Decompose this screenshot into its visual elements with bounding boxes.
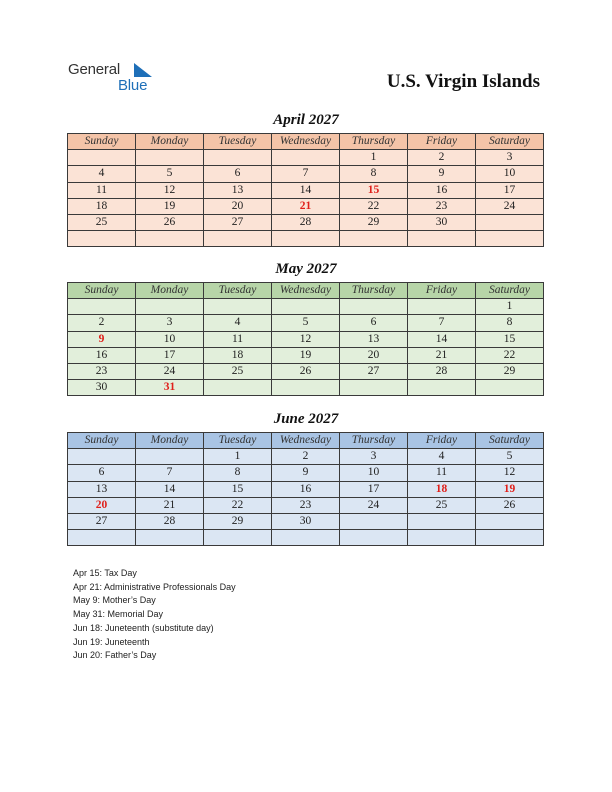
day-cell: 24 bbox=[340, 497, 408, 513]
day-cell: 9 bbox=[68, 331, 136, 347]
week-row bbox=[68, 166, 544, 182]
day-cell: 17 bbox=[476, 182, 544, 198]
holiday-item: Apr 15: Tax Day bbox=[73, 568, 137, 578]
weekday-header-wednesday: Wednesday bbox=[272, 134, 340, 150]
week-row bbox=[68, 363, 544, 379]
logo-triangle-icon bbox=[134, 63, 152, 78]
week-row bbox=[68, 214, 544, 230]
day-cell: 3 bbox=[340, 449, 408, 465]
empty-day-cell bbox=[68, 231, 136, 247]
day-cell: 29 bbox=[340, 214, 408, 230]
weekday-header-wednesday: Wednesday bbox=[272, 433, 340, 449]
weekday-header-tuesday: Tuesday bbox=[204, 433, 272, 449]
day-cell: 21 bbox=[408, 347, 476, 363]
day-cell: 27 bbox=[68, 513, 136, 529]
day-cell: 18 bbox=[204, 347, 272, 363]
weekday-header-saturday: Saturday bbox=[476, 433, 544, 449]
week-row bbox=[68, 198, 544, 214]
day-cell: 8 bbox=[204, 465, 272, 481]
week-row bbox=[68, 530, 544, 546]
weekday-header-row bbox=[68, 134, 544, 150]
day-cell: 22 bbox=[340, 198, 408, 214]
empty-day-cell bbox=[136, 231, 204, 247]
day-cell: 3 bbox=[136, 315, 204, 331]
weekday-header-monday: Monday bbox=[136, 433, 204, 449]
empty-day-cell bbox=[476, 214, 544, 230]
week-row bbox=[68, 182, 544, 198]
day-cell: 10 bbox=[476, 166, 544, 182]
weekday-header-tuesday: Tuesday bbox=[204, 134, 272, 150]
day-cell: 11 bbox=[68, 182, 136, 198]
weekday-header-saturday: Saturday bbox=[476, 283, 544, 299]
day-cell: 26 bbox=[136, 214, 204, 230]
day-cell: 16 bbox=[68, 347, 136, 363]
day-cell: 28 bbox=[272, 214, 340, 230]
day-cell: 5 bbox=[136, 166, 204, 182]
day-cell: 11 bbox=[408, 465, 476, 481]
weekday-header-monday: Monday bbox=[136, 283, 204, 299]
month-title-april: April 2027 bbox=[273, 112, 339, 128]
day-cell: 30 bbox=[68, 380, 136, 396]
empty-day-cell bbox=[340, 513, 408, 529]
empty-day-cell bbox=[340, 299, 408, 315]
empty-day-cell bbox=[68, 530, 136, 546]
day-cell: 6 bbox=[340, 315, 408, 331]
empty-day-cell bbox=[68, 449, 136, 465]
week-row bbox=[68, 465, 544, 481]
empty-day-cell bbox=[408, 299, 476, 315]
day-cell: 17 bbox=[340, 481, 408, 497]
weekday-header-saturday: Saturday bbox=[476, 134, 544, 150]
empty-day-cell bbox=[476, 530, 544, 546]
week-row bbox=[68, 347, 544, 363]
day-cell: 21 bbox=[136, 497, 204, 513]
day-cell: 8 bbox=[476, 315, 544, 331]
day-cell: 23 bbox=[68, 363, 136, 379]
week-row bbox=[68, 150, 544, 166]
holiday-list bbox=[73, 567, 236, 663]
weekday-header-row bbox=[68, 433, 544, 449]
weekday-header-sunday: Sunday bbox=[68, 433, 136, 449]
logo-text-blue: Blue bbox=[118, 77, 148, 94]
holiday-item: May 9: Mother’s Day bbox=[73, 595, 156, 606]
day-cell: 14 bbox=[408, 331, 476, 347]
day-cell: 4 bbox=[68, 166, 136, 182]
day-cell: 9 bbox=[408, 166, 476, 182]
day-cell: 28 bbox=[136, 513, 204, 529]
day-cell: 25 bbox=[204, 363, 272, 379]
empty-day-cell bbox=[272, 150, 340, 166]
empty-day-cell bbox=[476, 231, 544, 247]
day-cell: 1 bbox=[204, 449, 272, 465]
day-cell: 20 bbox=[340, 347, 408, 363]
holiday-item: May 31: Memorial Day bbox=[73, 609, 164, 620]
day-cell: 23 bbox=[408, 198, 476, 214]
day-cell: 5 bbox=[272, 315, 340, 331]
month-title-june: June 2027 bbox=[273, 411, 339, 427]
empty-day-cell bbox=[476, 513, 544, 529]
day-cell: 29 bbox=[476, 363, 544, 379]
day-cell: 6 bbox=[68, 465, 136, 481]
day-cell: 3 bbox=[476, 150, 544, 166]
day-cell: 14 bbox=[272, 182, 340, 198]
empty-day-cell bbox=[136, 299, 204, 315]
day-cell: 25 bbox=[68, 214, 136, 230]
day-cell: 20 bbox=[204, 198, 272, 214]
weekday-header-row bbox=[68, 283, 544, 299]
weekday-header-thursday: Thursday bbox=[340, 283, 408, 299]
day-cell: 1 bbox=[476, 299, 544, 315]
day-cell: 12 bbox=[136, 182, 204, 198]
day-cell: 24 bbox=[136, 363, 204, 379]
weekday-header-thursday: Thursday bbox=[340, 134, 408, 150]
week-row bbox=[68, 513, 544, 529]
day-cell: 23 bbox=[272, 497, 340, 513]
empty-day-cell bbox=[272, 380, 340, 396]
calendar-april bbox=[67, 133, 544, 247]
week-row bbox=[68, 299, 544, 315]
weekday-header-sunday: Sunday bbox=[68, 134, 136, 150]
weekday-header-friday: Friday bbox=[408, 134, 476, 150]
calendar-june bbox=[67, 432, 544, 546]
country-title: U.S. Virgin Islands bbox=[386, 71, 540, 92]
day-cell: 7 bbox=[136, 465, 204, 481]
day-cell: 18 bbox=[68, 198, 136, 214]
week-row bbox=[68, 497, 544, 513]
week-row bbox=[68, 449, 544, 465]
empty-day-cell bbox=[340, 231, 408, 247]
empty-day-cell bbox=[136, 530, 204, 546]
day-cell: 26 bbox=[476, 497, 544, 513]
empty-day-cell bbox=[408, 380, 476, 396]
day-cell: 10 bbox=[136, 331, 204, 347]
day-cell: 6 bbox=[204, 166, 272, 182]
week-row bbox=[68, 331, 544, 347]
weekday-header-monday: Monday bbox=[136, 134, 204, 150]
day-cell: 27 bbox=[340, 363, 408, 379]
day-cell: 29 bbox=[204, 513, 272, 529]
empty-day-cell bbox=[204, 150, 272, 166]
day-cell: 15 bbox=[340, 182, 408, 198]
day-cell: 19 bbox=[476, 481, 544, 497]
day-cell: 12 bbox=[272, 331, 340, 347]
empty-day-cell bbox=[272, 231, 340, 247]
day-cell: 14 bbox=[136, 481, 204, 497]
day-cell: 31 bbox=[136, 380, 204, 396]
day-cell: 17 bbox=[136, 347, 204, 363]
week-row bbox=[68, 380, 544, 396]
calendar-may bbox=[67, 282, 544, 396]
day-cell: 2 bbox=[408, 150, 476, 166]
day-cell: 28 bbox=[408, 363, 476, 379]
day-cell: 7 bbox=[272, 166, 340, 182]
day-cell: 2 bbox=[272, 449, 340, 465]
empty-day-cell bbox=[408, 530, 476, 546]
day-cell: 25 bbox=[408, 497, 476, 513]
empty-day-cell bbox=[476, 380, 544, 396]
day-cell: 19 bbox=[136, 198, 204, 214]
weekday-header-sunday: Sunday bbox=[68, 283, 136, 299]
empty-day-cell bbox=[408, 513, 476, 529]
empty-day-cell bbox=[204, 380, 272, 396]
weekday-header-thursday: Thursday bbox=[340, 433, 408, 449]
day-cell: 22 bbox=[476, 347, 544, 363]
day-cell: 22 bbox=[204, 497, 272, 513]
empty-day-cell bbox=[68, 299, 136, 315]
week-row bbox=[68, 315, 544, 331]
empty-day-cell bbox=[68, 150, 136, 166]
week-row bbox=[68, 231, 544, 247]
day-cell: 4 bbox=[408, 449, 476, 465]
empty-day-cell bbox=[408, 231, 476, 247]
day-cell: 1 bbox=[340, 150, 408, 166]
day-cell: 13 bbox=[340, 331, 408, 347]
weekday-header-friday: Friday bbox=[408, 433, 476, 449]
day-cell: 24 bbox=[476, 198, 544, 214]
weekday-header-tuesday: Tuesday bbox=[204, 283, 272, 299]
week-row bbox=[68, 481, 544, 497]
day-cell: 18 bbox=[408, 481, 476, 497]
weekday-header-friday: Friday bbox=[408, 283, 476, 299]
empty-day-cell bbox=[340, 380, 408, 396]
empty-day-cell bbox=[204, 299, 272, 315]
empty-day-cell bbox=[272, 299, 340, 315]
empty-day-cell bbox=[136, 449, 204, 465]
weekday-header-wednesday: Wednesday bbox=[272, 283, 340, 299]
day-cell: 2 bbox=[68, 315, 136, 331]
holiday-item: Jun 18: Juneteenth (substitute day) bbox=[73, 622, 214, 633]
day-cell: 21 bbox=[272, 198, 340, 214]
empty-day-cell bbox=[204, 231, 272, 247]
day-cell: 10 bbox=[340, 465, 408, 481]
day-cell: 19 bbox=[272, 347, 340, 363]
day-cell: 30 bbox=[408, 214, 476, 230]
day-cell: 15 bbox=[204, 481, 272, 497]
day-cell: 13 bbox=[68, 481, 136, 497]
day-cell: 20 bbox=[68, 497, 136, 513]
day-cell: 15 bbox=[476, 331, 544, 347]
month-title-may: May 2027 bbox=[275, 261, 337, 277]
empty-day-cell bbox=[340, 530, 408, 546]
logo-text-general: General bbox=[68, 61, 120, 78]
day-cell: 9 bbox=[272, 465, 340, 481]
day-cell: 16 bbox=[272, 481, 340, 497]
holiday-item: Jun 19: Juneteenth bbox=[73, 636, 150, 647]
holiday-item: Apr 21: Administrative Professionals Day bbox=[73, 581, 236, 592]
day-cell: 5 bbox=[476, 449, 544, 465]
empty-day-cell bbox=[272, 530, 340, 546]
day-cell: 4 bbox=[204, 315, 272, 331]
day-cell: 7 bbox=[408, 315, 476, 331]
day-cell: 26 bbox=[272, 363, 340, 379]
holiday-item: Jun 20: Father’s Day bbox=[73, 650, 157, 661]
day-cell: 16 bbox=[408, 182, 476, 198]
day-cell: 27 bbox=[204, 214, 272, 230]
empty-day-cell bbox=[204, 530, 272, 546]
day-cell: 30 bbox=[272, 513, 340, 529]
day-cell: 11 bbox=[204, 331, 272, 347]
day-cell: 13 bbox=[204, 182, 272, 198]
empty-day-cell bbox=[136, 150, 204, 166]
day-cell: 12 bbox=[476, 465, 544, 481]
day-cell: 8 bbox=[340, 166, 408, 182]
logo bbox=[68, 61, 168, 97]
